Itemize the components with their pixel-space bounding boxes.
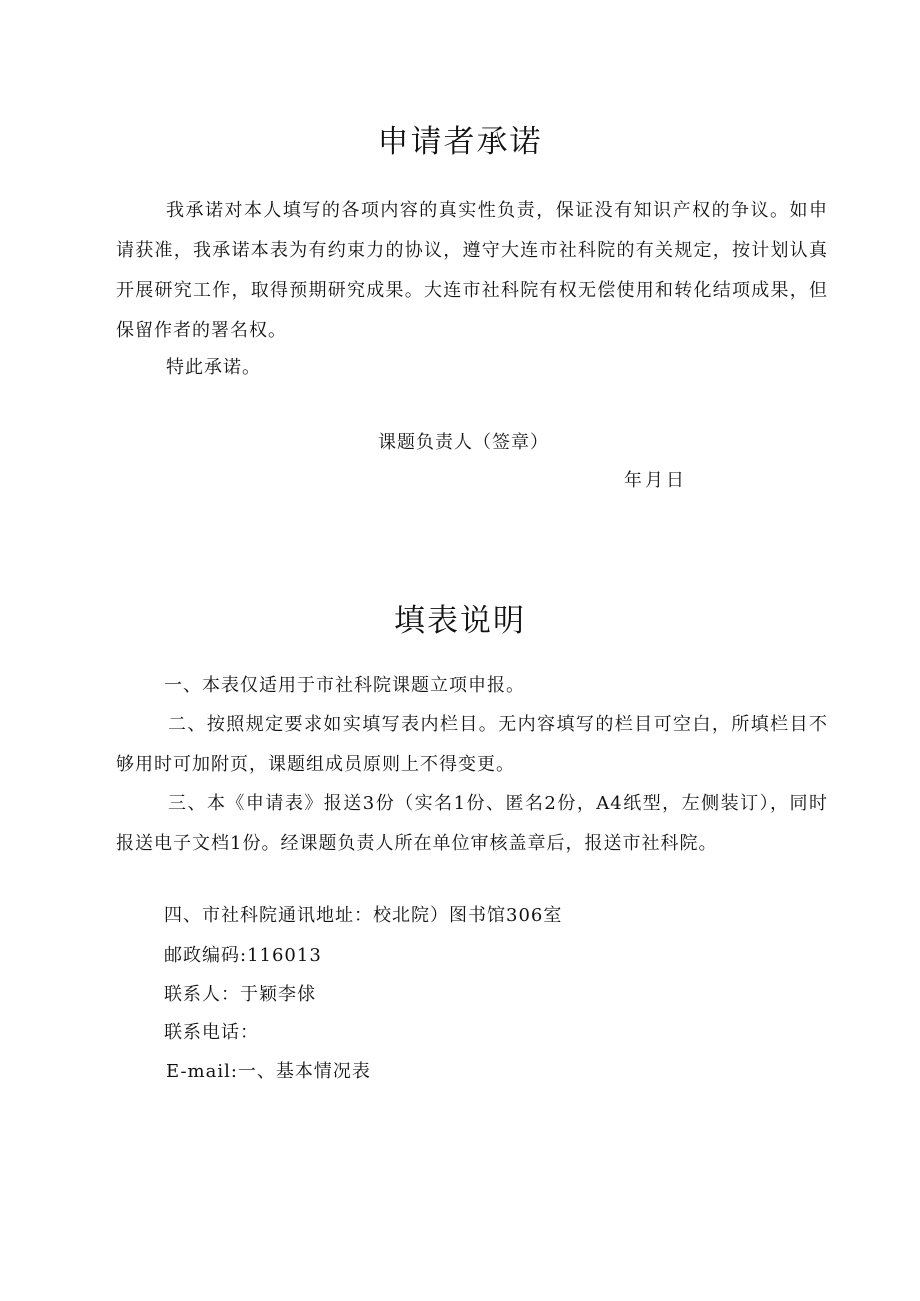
date-label: 年月日 <box>624 470 687 491</box>
instruction-item-4-address: 四、市社科院通讯地址：校北院）图书馆306室 <box>164 905 563 926</box>
instructions-title: 填表说明 <box>394 603 526 639</box>
instruction-item-1: 一、本表仅适用于市社科院课题立项申报。 <box>164 675 525 696</box>
pledge-closing: 特此承诺。 <box>166 357 261 378</box>
pledge-title: 申请者承诺 <box>377 124 543 160</box>
pledge-body: 我承诺对本人填写的各项内容的真实性负责，保证没有知识产权的争议。如申请获准，我承诺本表为有约束力的协议，遵守大连市社科院的有关规定，按计划认真开展研究工作，取得预期研究成果。大连市社科院有权无偿使用和转化结项成果，但保留作者的署名权。 <box>116 200 828 341</box>
postal-code: 邮政编码:116013 <box>164 945 322 966</box>
instruction-item-2: 二、按照规定要求如实填写表内栏目。无内容填写的栏目可空白，所填栏目不够用时可加附页，课题组成员原则上不得变更。 <box>116 714 828 775</box>
instruction-item-3: 三、本《申请表》报送3份（实名1份、匿名2份，A4纸型，左侧装订），同时报送电子文档1份。经课题负责人所在单位审核盖章后，报送市社科院。 <box>116 793 828 854</box>
signature-label: 课题负责人（签章） <box>378 432 549 453</box>
email-line: E-mail:一、基本情况表 <box>166 1061 371 1082</box>
contact-phone: 联系电话： <box>164 1022 259 1043</box>
contact-person: 联系人：于颖李俅 <box>164 984 316 1005</box>
